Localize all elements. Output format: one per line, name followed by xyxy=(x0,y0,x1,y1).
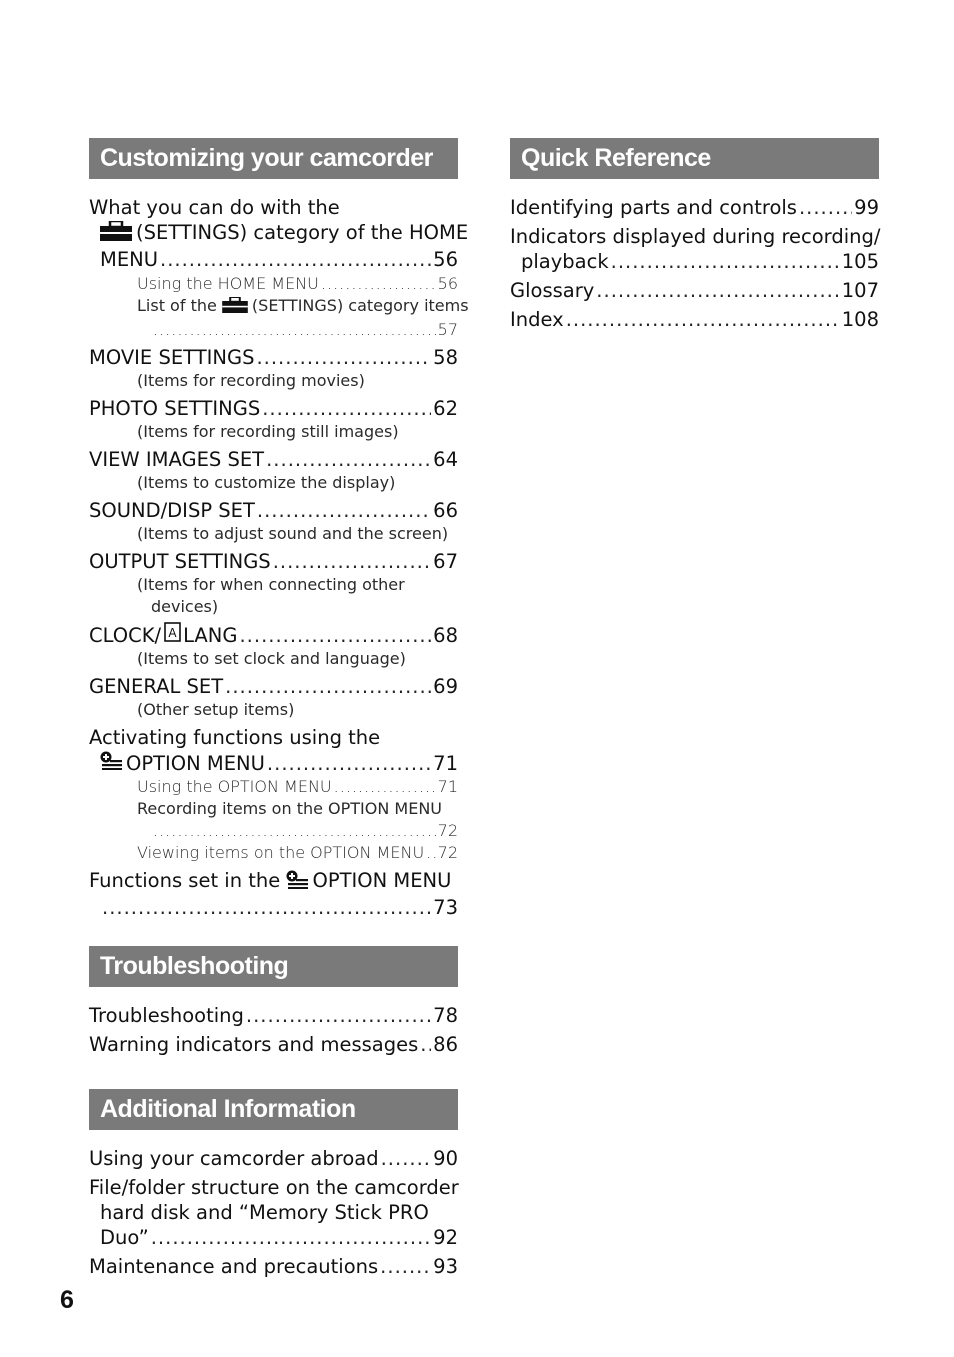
toc-entry-view-images-set[interactable] xyxy=(89,447,458,472)
toc-entry-description: (Items for when connecting other xyxy=(137,575,405,594)
toc-entry-line: What you can do with the xyxy=(89,196,340,219)
toc-entry-sound-disp-set[interactable] xyxy=(89,498,458,523)
page-ref: 68 xyxy=(433,624,458,647)
leader-dots xyxy=(381,1146,432,1171)
toc-entry-text: SOUND/DISP SET xyxy=(89,499,255,522)
leader-dots xyxy=(102,895,431,920)
toc-entry-text: VIEW IMAGES SET xyxy=(89,448,265,471)
toc-entry-file-folder-structure[interactable] xyxy=(89,1175,458,1250)
toolbox-icon xyxy=(100,221,132,247)
toc-entry-line xyxy=(89,1225,458,1250)
toc-subentry-line xyxy=(89,319,458,341)
quick-reference-section xyxy=(510,138,879,332)
toc-entry-text: Functions set in the xyxy=(89,869,281,892)
page-ref: 78 xyxy=(433,1004,458,1027)
leader-dots xyxy=(611,249,840,274)
additional-info-list xyxy=(89,1146,458,1279)
toc-subentry-text: Using the OPTION MENU xyxy=(137,777,332,796)
page-ref: 66 xyxy=(433,499,458,522)
page-ref: 72 xyxy=(437,821,458,840)
toc-subentry[interactable] xyxy=(89,842,458,864)
page-ref: 90 xyxy=(433,1147,458,1170)
quick-reference-list xyxy=(510,195,879,332)
page-ref: 69 xyxy=(433,675,458,698)
leader-dots xyxy=(799,195,852,220)
toc-entry-text: Duo” xyxy=(100,1226,149,1249)
toolbox-icon xyxy=(222,297,248,319)
toc-entry-indicators[interactable] xyxy=(510,224,879,274)
page-ref: 107 xyxy=(841,279,879,302)
toc-entry-description: (Other setup items) xyxy=(137,700,295,719)
page-number: 6 xyxy=(60,1286,74,1314)
toc-subentry-text: (SETTINGS) category items xyxy=(251,296,469,315)
page-ref: 108 xyxy=(841,308,879,331)
leader-dots xyxy=(273,549,431,574)
toc-entry-line: hard disk and “Memory Stick PRO xyxy=(100,1201,429,1224)
toc-entry-warning-indicators[interactable] xyxy=(89,1032,458,1057)
toc-entry-text: CLOCK/ xyxy=(89,624,162,647)
section-header-additional-info: Additional Information xyxy=(89,1089,458,1130)
page-ref: 92 xyxy=(433,1226,458,1249)
toc-entry-camcorder-abroad[interactable] xyxy=(89,1146,458,1171)
page-ref: 86 xyxy=(433,1033,458,1056)
toc-entry-line: File/folder structure on the camcorder xyxy=(89,1176,459,1199)
toc-entry-text: Glossary xyxy=(510,279,595,302)
toc-entry-text: LANG xyxy=(183,624,238,647)
toc-entry-text: OPTION MENU xyxy=(312,869,452,892)
toc-entry-troubleshooting[interactable] xyxy=(89,1003,458,1028)
toc-subentry-text: Using the HOME MENU xyxy=(137,274,319,293)
toc-entry-description: (Items to set clock and language) xyxy=(137,649,406,668)
customizing-list xyxy=(89,195,469,920)
section-header-customizing: Customizing your camcorder xyxy=(89,138,458,179)
toc-entry-line xyxy=(89,868,458,895)
additional-info-section xyxy=(89,1089,458,1279)
toc-entry-general-set[interactable] xyxy=(89,674,458,699)
toc-entry-text: playback xyxy=(521,250,609,273)
toc-subentry-line xyxy=(89,820,458,842)
leader-dots xyxy=(225,674,431,699)
section-header-troubleshooting: Troubleshooting xyxy=(89,946,458,987)
toc-entry-line xyxy=(89,750,458,776)
toc-entry-settings-category[interactable] xyxy=(89,195,469,272)
toc-entry-glossary[interactable] xyxy=(510,278,879,303)
leader-dots xyxy=(246,1003,431,1028)
page-ref: 58 xyxy=(433,346,458,369)
leader-dots xyxy=(256,345,431,370)
leader-dots xyxy=(426,842,435,864)
toc-entry-line: Indicators displayed during recording/ xyxy=(510,225,881,248)
toc-entry-text: Using your camcorder abroad xyxy=(89,1147,379,1170)
toc-entry-functions-option-menu[interactable] xyxy=(89,868,458,920)
section-header-quick-reference: Quick Reference xyxy=(510,138,879,179)
toc-entry-line xyxy=(89,247,458,272)
leader-dots xyxy=(266,447,431,472)
toc-entry-line xyxy=(89,220,469,247)
svg-text:A: A xyxy=(168,626,177,640)
toc-entry-text: MOVIE SETTINGS xyxy=(89,346,255,369)
toc-entry-description: (Items to adjust sound and the screen) xyxy=(137,524,449,543)
page-ref: 56 xyxy=(433,248,458,271)
page-ref: 71 xyxy=(437,777,458,796)
leader-dots xyxy=(380,1254,431,1279)
toc-subentry-text: List of the xyxy=(137,296,217,315)
language-icon xyxy=(164,622,181,648)
leader-dots xyxy=(160,247,431,272)
toc-entry-text: GENERAL SET xyxy=(89,675,224,698)
leader-dots xyxy=(420,1032,431,1057)
toc-subentry[interactable] xyxy=(89,798,458,842)
leader-dots xyxy=(153,319,436,341)
page-ref: 72 xyxy=(437,843,458,862)
toc-entry-text: OPTION MENU xyxy=(126,752,265,775)
customizing-section xyxy=(89,138,469,920)
page-ref: 71 xyxy=(433,752,458,775)
toc-entry-line xyxy=(89,895,458,920)
leader-dots xyxy=(257,498,431,523)
leader-dots xyxy=(267,751,431,776)
leader-dots xyxy=(321,273,436,295)
toc-entry-option-menu[interactable] xyxy=(89,725,458,776)
leader-dots xyxy=(239,623,431,648)
page-ref: 57 xyxy=(437,320,458,339)
option-menu-icon xyxy=(286,869,308,895)
toc-entry-output-settings[interactable] xyxy=(89,549,458,574)
toc-entry-text: (SETTINGS) category of the HOME xyxy=(136,221,469,244)
toc-entry-photo-settings[interactable] xyxy=(89,396,458,421)
toc-entry-maintenance[interactable] xyxy=(89,1254,458,1279)
toc-entry-text: Maintenance and precautions xyxy=(89,1255,379,1278)
page-ref: 93 xyxy=(433,1255,458,1278)
toc-entry-text: Index xyxy=(510,308,564,331)
toc-subentry[interactable] xyxy=(89,776,458,798)
toc-entry-text: Troubleshooting xyxy=(89,1004,244,1027)
page-ref: 67 xyxy=(433,550,458,573)
leader-dots xyxy=(153,820,436,842)
toc-entry-description: (Items to customize the display) xyxy=(137,473,396,492)
toc-subentry[interactable] xyxy=(89,295,469,341)
toc-entry-text: OUTPUT SETTINGS xyxy=(89,550,271,573)
toc-subentry[interactable] xyxy=(89,273,458,295)
leader-dots xyxy=(566,307,840,332)
toc-entry-description: (Items for recording still images) xyxy=(137,422,399,441)
page-ref: 62 xyxy=(433,397,458,420)
toc-subentry-text: Viewing items on the OPTION MENU xyxy=(137,843,425,862)
toc-entry-text: Warning indicators and messages xyxy=(89,1033,419,1056)
troubleshooting-list xyxy=(89,1003,458,1057)
toc-entry-text: Identifying parts and controls xyxy=(510,196,797,219)
leader-dots xyxy=(262,396,431,421)
toc-entry-line xyxy=(510,249,879,274)
toc-entry-movie-settings[interactable] xyxy=(89,345,458,370)
page-ref: 99 xyxy=(854,196,879,219)
page-ref: 105 xyxy=(841,250,879,273)
leader-dots xyxy=(151,1225,431,1250)
toc-entry-description: devices) xyxy=(151,597,219,616)
toc-entry-clock-lang[interactable] xyxy=(89,622,458,648)
toc-entry-identifying-parts[interactable] xyxy=(510,195,879,220)
leader-dots xyxy=(596,278,839,303)
leader-dots xyxy=(334,776,436,798)
toc-entry-index[interactable] xyxy=(510,307,879,332)
page-ref: 73 xyxy=(433,896,458,919)
toc-subentry-text: Recording items on the OPTION MENU xyxy=(137,799,443,818)
page-ref: 56 xyxy=(437,274,458,293)
toc-entry-text: MENU xyxy=(100,248,159,271)
page-ref: 64 xyxy=(433,448,458,471)
toc-entry-line: Activating functions using the xyxy=(89,726,381,749)
toc-entry-text: PHOTO SETTINGS xyxy=(89,397,261,420)
option-menu-icon xyxy=(100,750,122,776)
toc-subentry-line xyxy=(89,295,469,319)
toc-entry-description: (Items for recording movies) xyxy=(137,371,365,390)
troubleshooting-section xyxy=(89,946,458,1057)
